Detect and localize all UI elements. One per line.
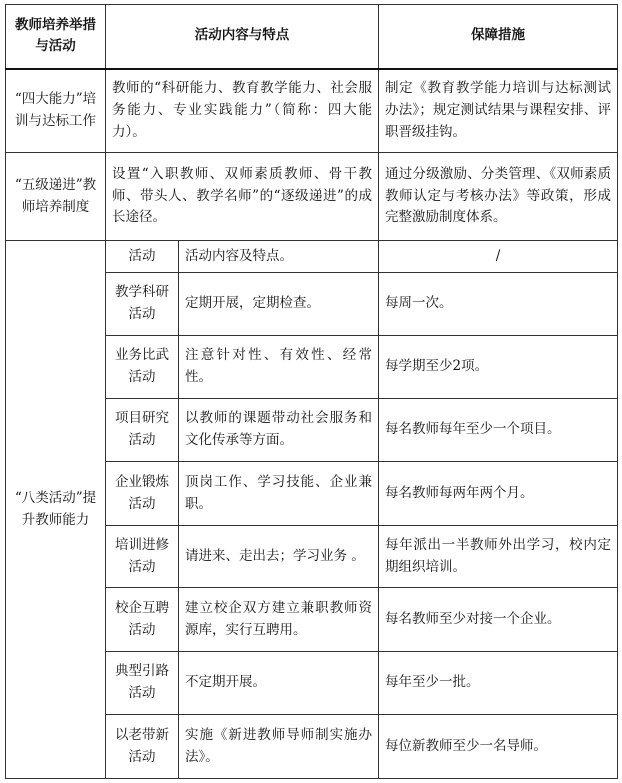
activity-name: 企业锻炼活动	[106, 462, 179, 526]
header-guarantee: 保障措施	[379, 5, 618, 69]
activity-content: 实施《新进教师导师制实施办法》。	[179, 715, 379, 779]
activity-content: 请进来、走出去；学习业务 。	[179, 526, 379, 588]
activity-guarantee: 每位新教师至少一名导师。	[379, 715, 618, 779]
table-row	[6, 69, 618, 153]
table-header-row	[6, 5, 618, 69]
activity-guarantee: 每周一次。	[379, 273, 618, 336]
activity-guarantee: 每名教师至少对接一个企业。	[379, 588, 618, 652]
activity-guarantee: 每名教师每年至少一个项目。	[379, 399, 618, 462]
activity-content: 顶岗工作、学习技能、企业兼职。	[179, 462, 379, 526]
guarantee-cell: 通过分级激励、分类管理、《双师素质教师认定与考核办法》等政策，形成完整激励制度体系。	[379, 153, 618, 241]
teacher-training-table	[5, 4, 618, 779]
content-cell: 设置“入职教师、双师素质教师、骨干教师、带头人、教学名师”的“逐级递进”的成长途径。	[106, 153, 379, 241]
activity-name: 以老带新活动	[106, 715, 179, 779]
activity-name: 教学科研活动	[106, 273, 179, 336]
activity-guarantee: 每名教师每两年两个月。	[379, 462, 618, 526]
header-measure: 教师培养举措与活动	[6, 5, 106, 69]
activity-content: 注意针对性、有效性、经常性。	[179, 336, 379, 399]
activity-content: 建立校企双方建立兼职教师资源库，实行互聘用。	[179, 588, 379, 652]
subheader-activity: 活动	[106, 241, 179, 273]
guarantee-cell: 制定《教育教学能力培训与达标测试办法》；规定测试结果与课程安排、评职晋级挂钩。	[379, 69, 618, 153]
content-cell: 教师的“科研能力、教育教学能力、社会服务能力、专业实践能力”（简称：四大能力）。	[106, 69, 379, 153]
activity-name: 项目研究活动	[106, 399, 179, 462]
activity-content: 不定期开展。	[179, 652, 379, 715]
activity-name: 校企互聘活动	[106, 588, 179, 652]
measure-cell: “五级递进”教师培养制度	[6, 153, 106, 241]
activity-content: 定期开展，定期检查。	[179, 273, 379, 336]
activity-name: 典型引路活动	[106, 652, 179, 715]
table-row	[6, 153, 618, 241]
subheader-row	[6, 241, 618, 273]
header-content: 活动内容与特点	[106, 5, 379, 69]
measure-cell: “四大能力”培训与达标工作	[6, 69, 106, 153]
activity-name: 业务比武活动	[106, 336, 179, 399]
activity-name: 培训进修活动	[106, 526, 179, 588]
activity-content: 以教师的课题带动社会服务和文化传承等方面。	[179, 399, 379, 462]
activity-guarantee: 每学期至少2项。	[379, 336, 618, 399]
group-measure-cell: “八类活动”提升教师能力	[6, 241, 106, 779]
activity-guarantee: 每年至少一批。	[379, 652, 618, 715]
subheader-guarantee: /	[379, 241, 618, 273]
subheader-content: 活动内容及特点。	[179, 241, 379, 273]
activity-guarantee: 每年派出一半教师外出学习，校内定期组织培训。	[379, 526, 618, 588]
